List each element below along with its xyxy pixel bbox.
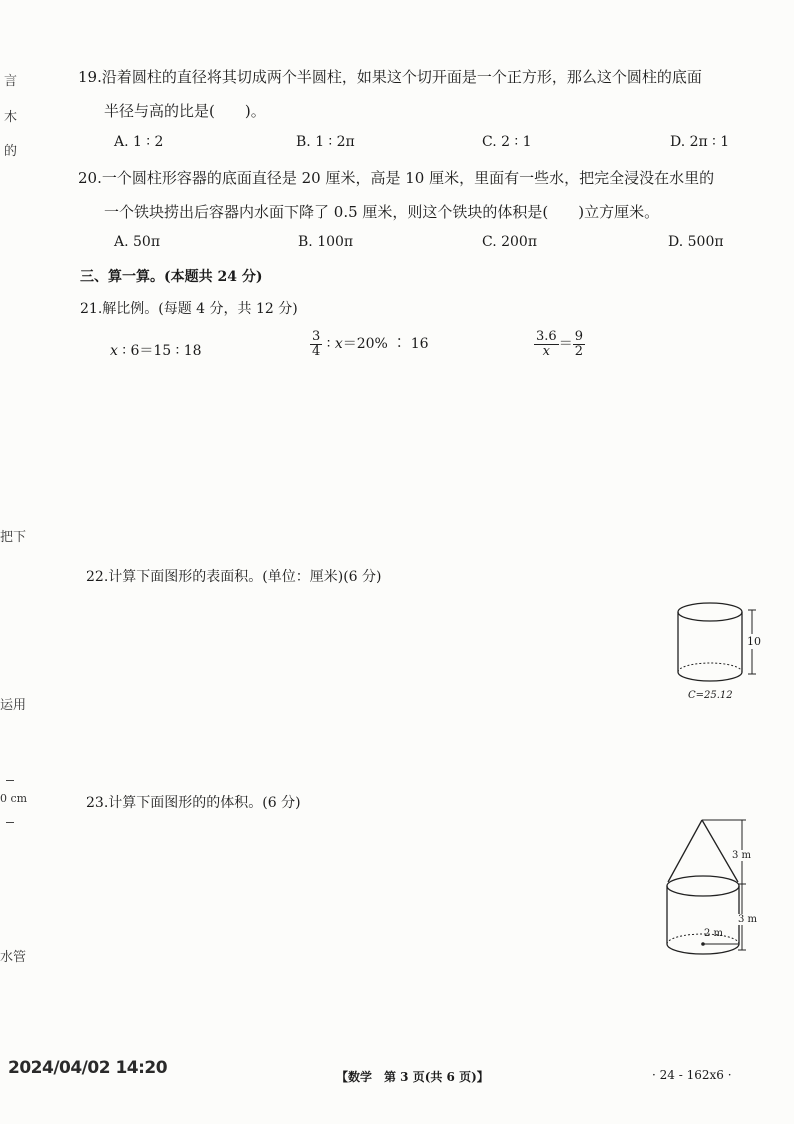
margin-fragment: 的 [4,144,18,159]
q20-option-a: A. 50π [114,234,161,250]
fraction-numerator: 3.6 [536,329,557,344]
q21-equation-2 [310,330,429,358]
fraction-numerator: 9 [574,329,583,344]
cylinder-height-label: 3 m [738,914,758,925]
circumference-label [688,690,733,701]
q19-option-a: A. 1 ∶ 2 [114,134,164,150]
margin-mark [6,822,14,823]
cone-height-label: 3 m [732,850,752,861]
q19-option-d: D. 2π ∶ 1 [670,134,730,150]
variable-x: x [334,336,343,353]
fraction-denominator: 4 [312,343,321,359]
paper-code: · 24 - 162x6 · [652,1068,732,1082]
fraction-denominator: x [542,343,551,359]
q20-option-b: B. 100π [298,234,354,250]
fraction [573,330,585,358]
q20-line2: 一个铁块捞出后容器内水面下降了 0.5 厘米，则这个铁块的体积是( )立方厘米。 [104,203,660,221]
variable-x: x [110,343,118,359]
cylinder-height-label: 10 [747,635,761,648]
q23-title: 23.计算下面图形的的体积。(6 分) [86,795,301,811]
q21-equation-3 [534,330,585,358]
q19-option-c: C. 2 ∶ 1 [482,134,532,150]
q19-line1: 19.沿着圆柱的直径将其切成两个半圆柱，如果这个切开面是一个正方形，那么这个圆柱的底面 [78,68,702,86]
radius-label: 2 m [704,928,724,939]
q19-option-b: B. 1 ∶ 2π [296,134,355,150]
margin-fragment: 0 cm [0,792,28,805]
q21-equation-1 [110,340,202,360]
scan-timestamp: 2024/04/02 14:20 [8,1058,168,1078]
margin-fragment: 把下 [0,530,27,545]
fraction [310,330,322,358]
fraction-denominator: 2 [574,343,583,359]
equals-sign: ＝ [558,336,573,353]
margin-fragment: 运用 [0,698,27,713]
page-footer: 【数学 第 3 页(共 6 页)】 [336,1070,489,1084]
equation-rest: ∶ 6＝15 ∶ 18 [117,343,202,359]
q20-line1: 20.一个圆柱形容器的底面直径是 20 厘米，高是 10 厘米，里面有一些水，把完全浸没在水里的 [78,169,715,187]
ratio-sign: ∶ [322,336,335,353]
q20-option-d: D. 500π [668,234,724,250]
equation-rest: ＝20% ∶ 16 [342,336,429,353]
circumference-text: C=25.12 [688,690,733,701]
margin-fragment: 木 [4,110,18,125]
fraction-numerator: 3 [312,329,321,344]
margin-fragment: 水管 [0,950,27,965]
margin-fragment: 言 [4,74,18,89]
q21-title: 21.解比例。(每题 4 分，共 12 分) [80,301,298,317]
margin-mark [6,780,14,781]
section-heading: 三、算一算。(本题共 24 分) [80,269,263,285]
q22-title: 22.计算下面图形的表面积。(单位：厘米)(6 分) [86,569,382,585]
fraction [534,330,559,358]
q20-option-c: C. 200π [482,234,538,250]
q19-line2: 半径与高的比是( )。 [104,102,266,120]
